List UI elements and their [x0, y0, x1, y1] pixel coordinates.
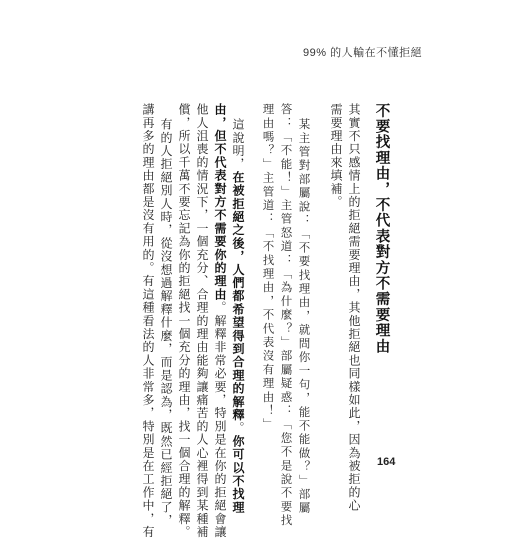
emphasis-text: 在被拒絕之後，人們都希望得到合理的解釋	[231, 170, 245, 422]
text-column	[330, 103, 342, 209]
text-run: 。	[231, 421, 245, 435]
text-run: 有的人拒絕別人時，從沒想過解釋什麼，而是認為，既然已經拒絕了，	[159, 118, 173, 528]
text-column	[232, 118, 244, 514]
text-run: 講再多的理由都是沒有用的。有這種看法的人非常多，特別是在工作中，有	[141, 103, 155, 539]
text-column	[142, 103, 154, 539]
emphasis-text: 你可以不找理	[231, 434, 245, 515]
text-run: 理由嗎？」主管道：「不找理由，不代表沒有理由！」	[261, 103, 276, 432]
page-number: 164	[377, 456, 396, 468]
text-column	[178, 103, 190, 539]
text-run: 需要理由來填補。	[329, 103, 343, 209]
text-run: 他人沮喪的情況下，一個充分、合理的理由能夠讓痛苦的人心裡得到某種補	[195, 103, 209, 539]
text-column	[348, 103, 360, 512]
text-run: 某主管對部屬說：「不要找理由，就問你一句，能不能做？」部屬	[297, 118, 312, 516]
running-header: 99% 的人輸在不懂拒絕	[303, 47, 423, 59]
text-column	[160, 118, 172, 527]
text-column	[280, 103, 292, 528]
text-column	[262, 103, 274, 432]
text-run: 償，所以千萬不要忘記為你的拒絕找一個充分的理由，找一個合理的解釋。	[177, 103, 191, 539]
text-column	[196, 103, 208, 539]
text-run: 。解釋非常必要，特別是在你的拒絕會讓	[213, 301, 227, 539]
text-column	[298, 118, 310, 515]
text-run: 答：「不能！」主管怒道：「為什麼？」部屬疑惑：「您不是說不要找	[279, 103, 294, 528]
emphasis-text: 由，但不代表對方不需要你的理由	[213, 103, 227, 301]
section-heading: 不要找理由，不代表對方不需要理由	[373, 103, 390, 355]
text-column	[214, 103, 226, 539]
text-run: 其實不只感情上的拒絕需要理由，其他拒絕也同樣如此，因為被拒的心	[347, 103, 361, 513]
text-run: 這說明，	[231, 118, 245, 171]
